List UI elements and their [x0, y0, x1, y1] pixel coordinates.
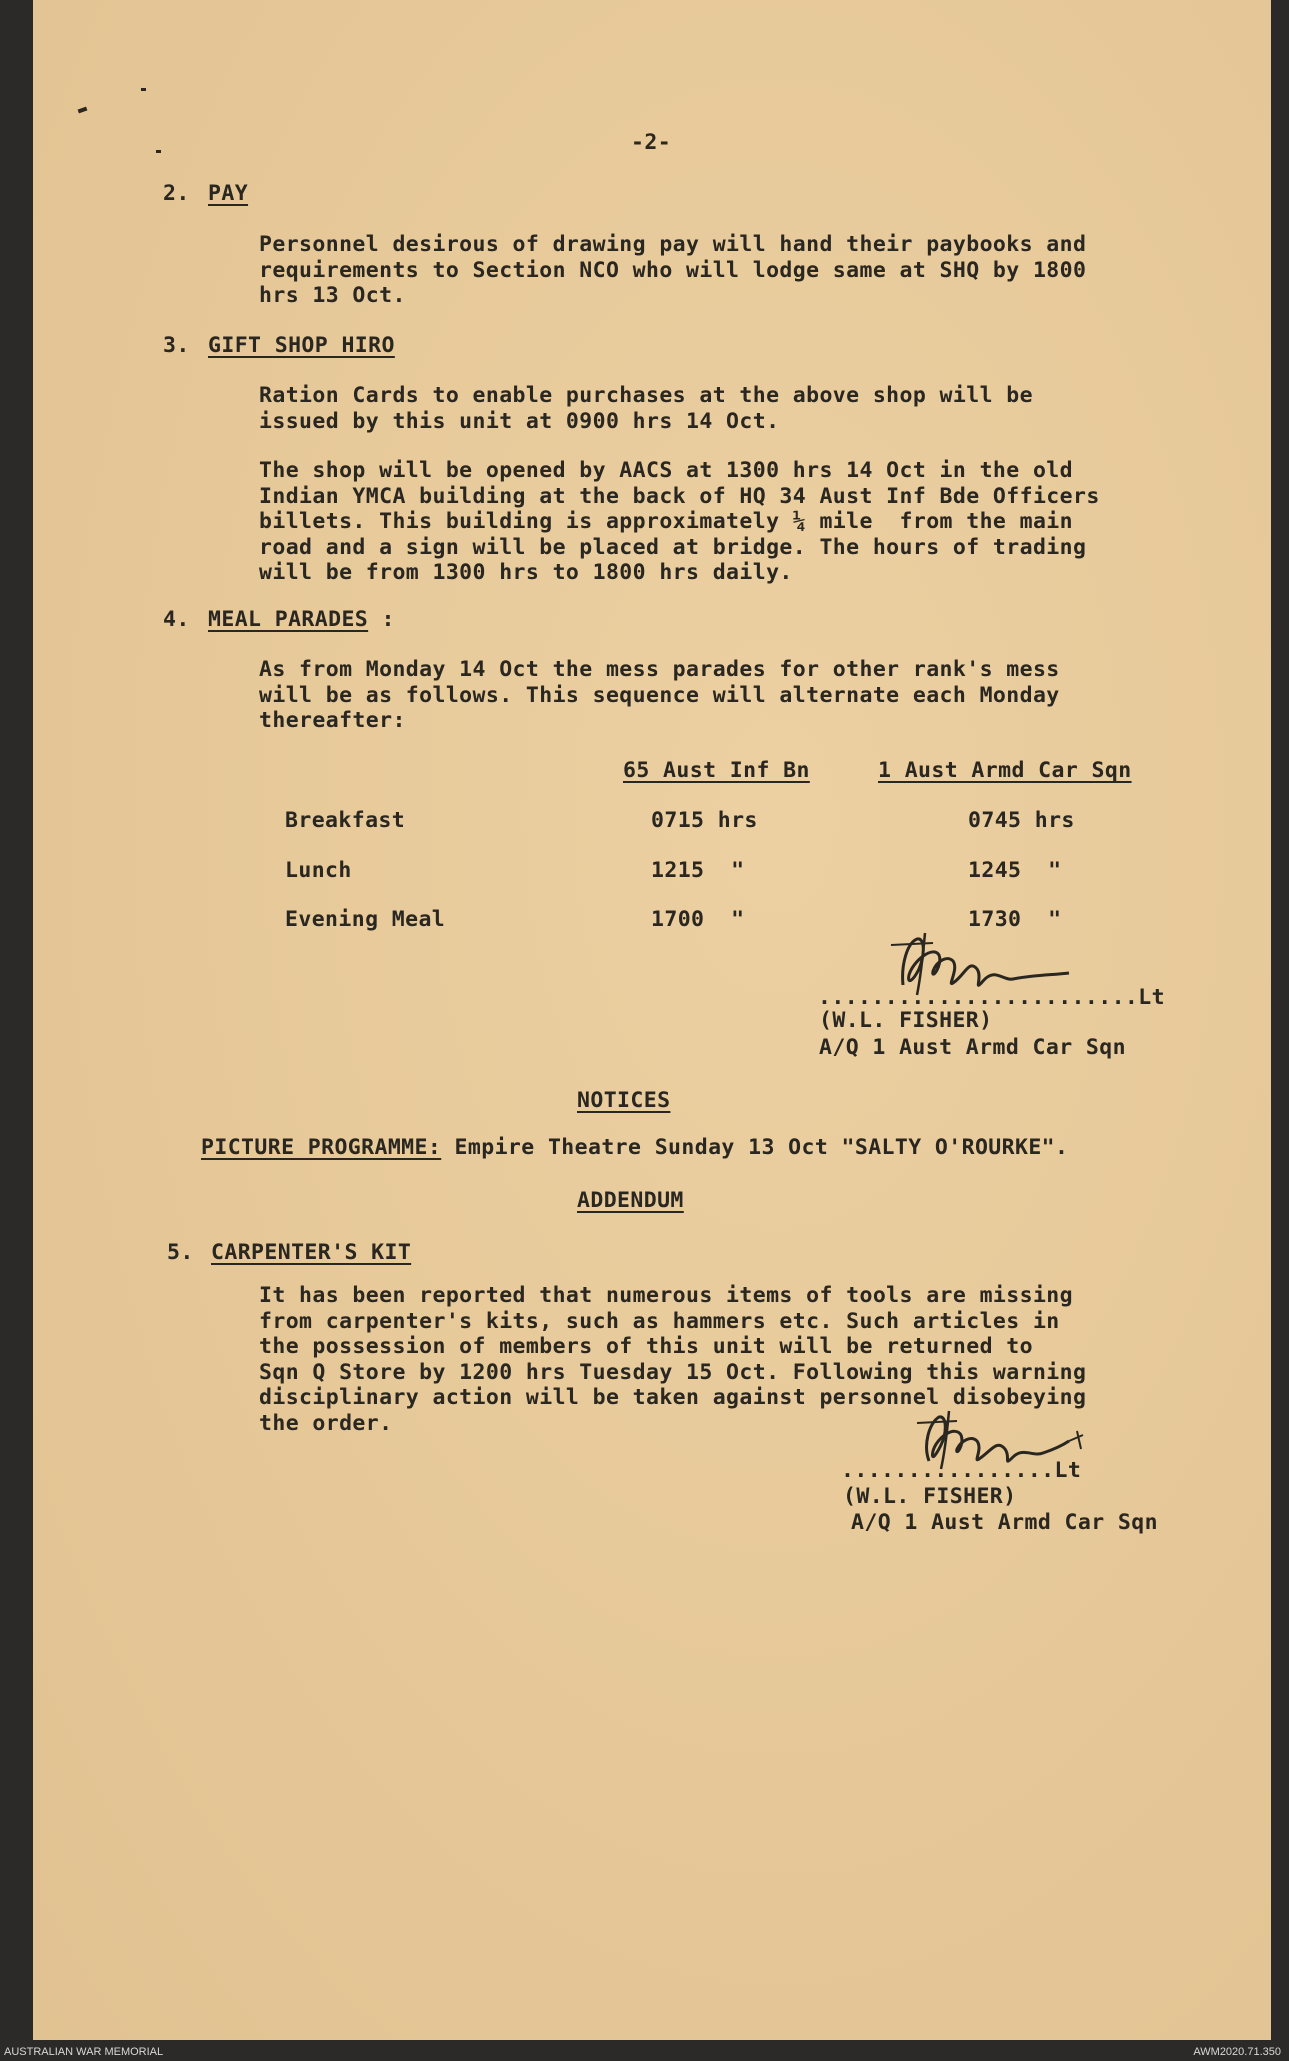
meal-parades-heading-text: MEAL PARADES: [208, 607, 369, 632]
text-line: requirements to Section NCO who will lodge same at SHQ by 1800: [259, 257, 1087, 283]
document-page: [33, 0, 1271, 2040]
meal-parades-paragraph: [259, 657, 1060, 734]
signature-dots: ........................Lt: [818, 985, 1165, 1010]
signatory-name: (W.L. FISHER): [819, 1008, 993, 1033]
section-number: 4.: [163, 607, 190, 632]
section-heading-pay: PAY: [208, 181, 249, 206]
pay-paragraph: [259, 232, 1086, 309]
text-line: hrs 13 Oct.: [259, 283, 406, 308]
stray-mark: [156, 150, 161, 153]
signatory-title: A/Q 1 Aust Armd Car Sqn: [819, 1035, 1126, 1060]
text-line: disciplinary action will be taken against personnel disobeying: [259, 1385, 1087, 1410]
text-line: It has been reported that numerous items of tools are missing: [259, 1283, 1073, 1308]
signatory-name: (W.L. FISHER): [843, 1484, 1017, 1509]
stray-mark: [78, 107, 88, 114]
picture-programme-label: PICTURE PROGRAMME:: [201, 1135, 442, 1160]
table-cell-meal: Lunch: [285, 858, 352, 883]
picture-programme-notice: [201, 1135, 1068, 1161]
table-cell: 1245 ": [968, 858, 1062, 883]
text-line: from carpenter's kits, such as hammers etc. Such articles in: [259, 1308, 1060, 1334]
text-line: road and a sign will be placed at bridge. The hours of trading: [259, 534, 1087, 560]
text-line: the order.: [259, 1410, 393, 1436]
section-heading-gift-shop: GIFT SHOP HIRO: [208, 333, 395, 358]
page-number: -2-: [631, 130, 672, 155]
addendum-heading: ADDENDUM: [577, 1188, 684, 1213]
text-line: will be from 1300 hrs to 1800 hrs daily.: [259, 560, 793, 585]
table-cell-meal: Breakfast: [285, 808, 406, 833]
archive-reference: AWM2020.71.350: [1193, 2046, 1281, 2058]
section-heading-carpenters-kit: CARPENTER'S KIT: [211, 1240, 412, 1265]
archive-footer: [0, 2045, 1289, 2061]
section-number: 3.: [163, 333, 190, 358]
table-cell-meal: Evening Meal: [285, 907, 446, 932]
table-cell: 0745 hrs: [968, 808, 1075, 833]
section-heading-meal-parades: [208, 607, 395, 633]
notices-heading: NOTICES: [577, 1088, 671, 1113]
section-number: 5.: [167, 1240, 194, 1265]
text-line: issued by this unit at 0900 hrs 14 Oct.: [259, 408, 780, 434]
text-line: Sqn Q Store by 1200 hrs Tuesday 15 Oct. Following this warning: [259, 1359, 1087, 1385]
heading-suffix: :: [368, 607, 395, 632]
gift-shop-paragraph-1: [259, 383, 1033, 434]
signatory-title: A/Q 1 Aust Armd Car Sqn: [851, 1510, 1158, 1535]
text-line: thereafter:: [259, 708, 406, 733]
table-cell: 1700 ": [651, 907, 745, 932]
table-header: 1 Aust Armd Car Sqn: [878, 758, 1132, 783]
text-line: billets. This building is approximately ¼ mile from the main: [259, 509, 1073, 534]
text-line: will be as follows. This sequence will alternate each Monday: [259, 682, 1060, 708]
text-line: Personnel desirous of drawing pay will hand their paybooks and: [259, 232, 1087, 257]
table-cell: 1215 ": [651, 858, 745, 883]
picture-programme-text: Empire Theatre Sunday 13 Oct "SALTY O'ROURKE".: [441, 1135, 1069, 1160]
table-header: 65 Aust Inf Bn: [623, 758, 810, 783]
text-line: The shop will be opened by AACS at 1300 hrs 14 Oct in the old: [259, 458, 1073, 483]
text-line: the possession of members of this unit will be returned to: [259, 1334, 1033, 1359]
table-cell: 0715 hrs: [651, 808, 758, 833]
stray-mark: [141, 88, 146, 91]
archive-name: AUSTRALIAN WAR MEMORIAL: [4, 2046, 164, 2058]
section-number: 2.: [163, 181, 190, 206]
text-line: Ration Cards to enable purchases at the above shop will be: [259, 383, 1033, 408]
gift-shop-paragraph-2: [259, 458, 1100, 586]
text-line: As from Monday 14 Oct the mess parades for other rank's mess: [259, 657, 1060, 682]
text-line: Indian YMCA building at the back of HQ 34 Aust Inf Bde Officers: [259, 483, 1100, 509]
table-cell: 1730 ": [968, 907, 1062, 932]
signature-dots: ................Lt: [841, 1458, 1082, 1483]
